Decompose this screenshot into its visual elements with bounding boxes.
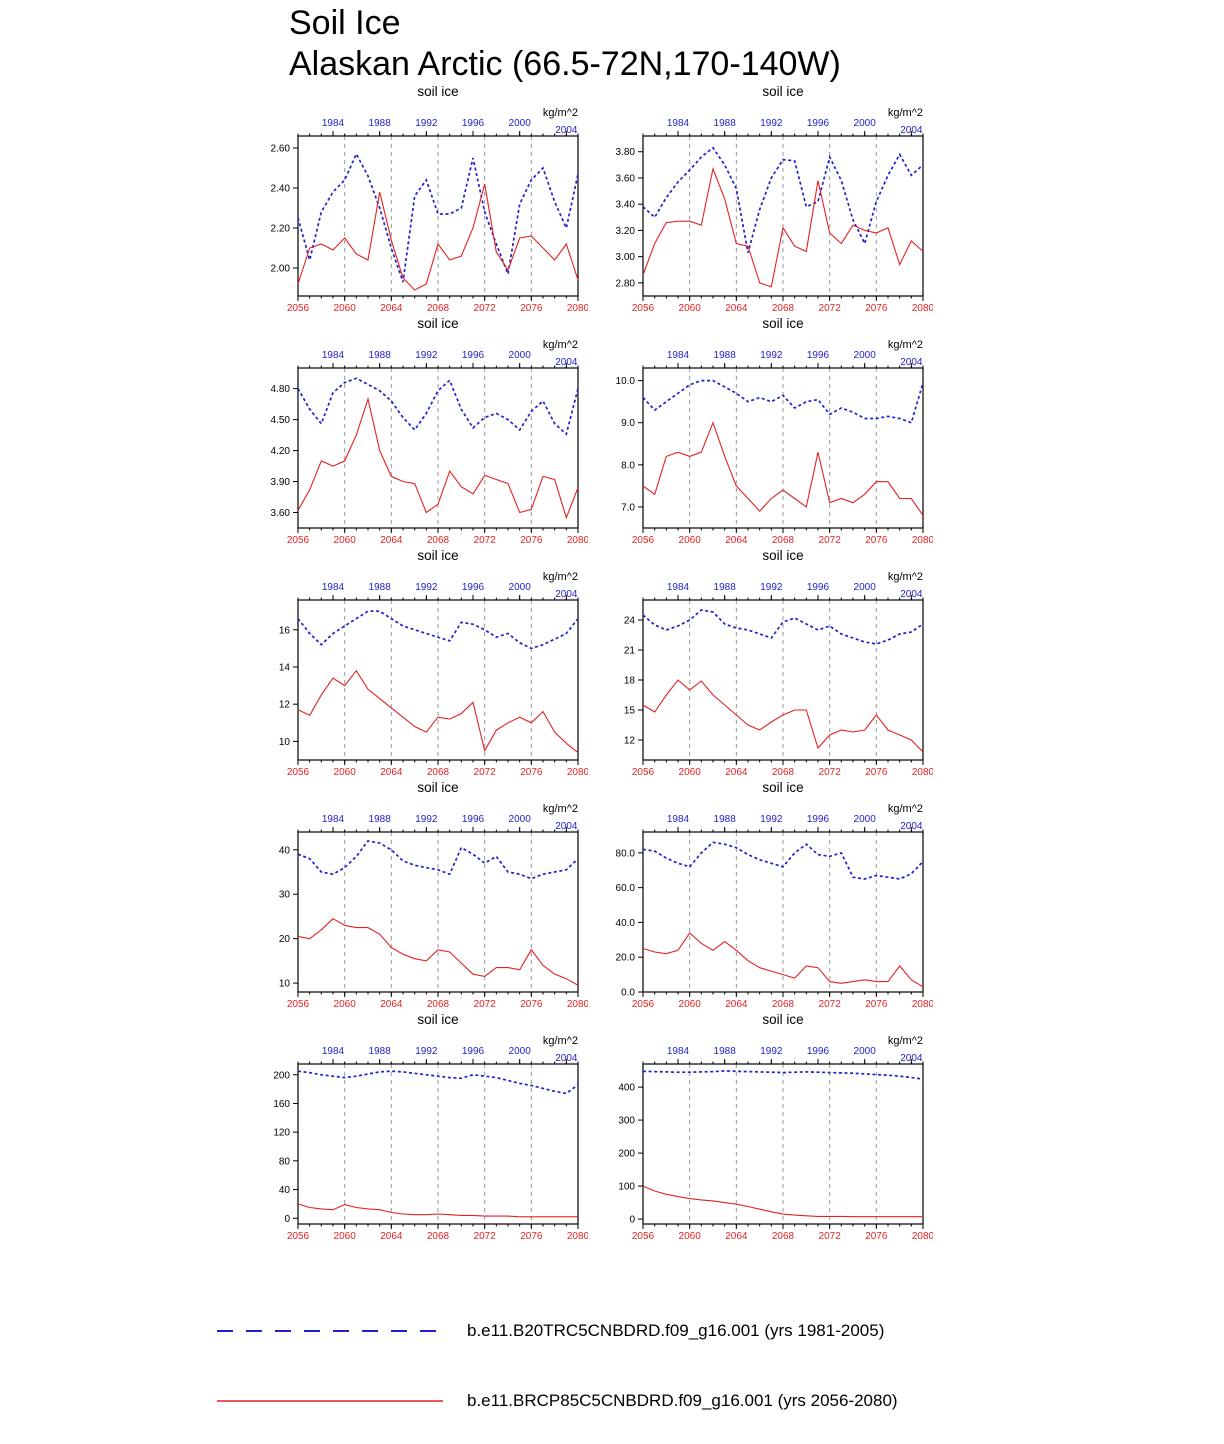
top-axis-year-label: 1988	[713, 350, 736, 361]
chart-panel-8	[588, 780, 933, 1012]
y-tick-label: 100	[618, 1181, 635, 1193]
y-tick-label: 2.40	[270, 183, 290, 195]
top-axis-year-label: 1984	[666, 118, 690, 129]
bottom-axis-year-label: 2064	[380, 303, 403, 314]
bottom-axis-year-label: 2060	[333, 767, 356, 778]
top-axis-year-label: 2000	[853, 582, 876, 593]
bottom-axis-year-label: 2056	[286, 535, 310, 546]
top-axis-year-label: 1988	[713, 814, 736, 825]
y-tick-label: 2.00	[270, 263, 290, 275]
y-tick-label: 300	[618, 1115, 635, 1127]
legend-item-historical	[215, 1318, 898, 1344]
bottom-axis-year-label: 2068	[771, 999, 795, 1010]
bottom-axis-year-label: 2068	[426, 999, 450, 1010]
unit-label: kg/m^2	[542, 571, 578, 583]
y-tick-label: 15	[623, 705, 635, 717]
y-tick-label: 80	[278, 1156, 290, 1168]
top-axis-year-label: 1992	[415, 814, 438, 825]
bottom-axis-year-label: 2072	[473, 767, 496, 778]
y-tick-label: 20	[278, 934, 290, 946]
panel-title: soil ice	[417, 316, 459, 331]
top-axis-year-label: 2004	[555, 1053, 578, 1064]
top-axis-year-label: 1996	[461, 814, 485, 825]
y-tick-label: 160	[273, 1098, 290, 1110]
legend-label-rcp85: b.e11.BRCP85C5CNBDRD.f09_g16.001 (yrs 2056-2080)	[467, 1391, 898, 1410]
bottom-axis-year-label: 2080	[566, 999, 588, 1010]
chart-svg	[588, 1012, 933, 1244]
y-tick-label: 2.80	[615, 278, 635, 290]
top-axis-year-label: 1984	[321, 582, 345, 593]
top-axis-year-label: 1988	[368, 350, 391, 361]
bottom-axis-year-label: 2060	[678, 1231, 701, 1242]
bottom-axis-year-label: 2076	[865, 303, 888, 314]
bottom-axis-year-label: 2056	[631, 303, 655, 314]
chart-panel-5	[243, 548, 588, 780]
top-axis-year-label: 2004	[555, 125, 578, 136]
y-tick-label: 18	[623, 675, 635, 687]
top-axis-year-label: 1984	[321, 814, 345, 825]
panel-title: soil ice	[417, 780, 459, 795]
top-axis-year-label: 1992	[415, 582, 438, 593]
chart-svg	[243, 780, 588, 1012]
y-tick-label: 40	[278, 1185, 290, 1197]
top-axis-year-label: 1996	[806, 118, 830, 129]
top-axis-year-label: 1996	[461, 582, 485, 593]
bottom-axis-year-label: 2076	[520, 535, 543, 546]
y-tick-label: 21	[623, 645, 635, 657]
chart-svg	[588, 548, 933, 780]
legend-item-rcp85	[215, 1388, 898, 1414]
y-tick-label: 4.50	[270, 415, 290, 427]
chart-panel-1	[243, 84, 588, 316]
top-axis-year-label: 1988	[368, 582, 391, 593]
bottom-axis-year-label: 2080	[911, 535, 933, 546]
y-tick-label: 8.0	[621, 460, 635, 472]
y-tick-label: 80.0	[615, 848, 635, 860]
bottom-axis-year-label: 2068	[771, 1231, 795, 1242]
top-axis-year-label: 1992	[760, 350, 783, 361]
top-axis-year-label: 2000	[853, 1046, 876, 1057]
top-axis-year-label: 2000	[853, 118, 876, 129]
legend-label-historical: b.e11.B20TRC5CNBDRD.f09_g16.001 (yrs 1981-2005)	[467, 1321, 885, 1340]
bottom-axis-year-label: 2056	[631, 767, 655, 778]
bottom-axis-year-label: 2064	[725, 535, 748, 546]
top-axis-year-label: 2004	[900, 357, 923, 368]
bottom-axis-year-label: 2072	[818, 535, 841, 546]
y-tick-label: 0.0	[621, 987, 635, 999]
bottom-axis-year-label: 2068	[426, 1231, 450, 1242]
bottom-axis-year-label: 2072	[818, 303, 841, 314]
panel-title: soil ice	[417, 548, 459, 563]
panel-title: soil ice	[762, 84, 804, 99]
unit-label: kg/m^2	[542, 803, 578, 815]
top-axis-year-label: 1996	[461, 118, 485, 129]
bottom-axis-year-label: 2064	[380, 767, 403, 778]
bottom-axis-year-label: 2056	[286, 999, 310, 1010]
unit-label: kg/m^2	[887, 803, 923, 815]
top-axis-year-label: 1988	[368, 814, 391, 825]
y-tick-label: 40.0	[615, 917, 635, 929]
bottom-axis-year-label: 2060	[333, 535, 356, 546]
main-title-line2: Alaskan Arctic (66.5-72N,170-140W)	[289, 45, 841, 83]
y-tick-label: 40	[278, 845, 290, 857]
bottom-axis-year-label: 2072	[473, 535, 496, 546]
top-axis-year-label: 2000	[508, 814, 531, 825]
top-axis-year-label: 2004	[900, 125, 923, 136]
legend-line-dashed-icon	[215, 1325, 445, 1337]
chart-panel-10	[588, 1012, 933, 1244]
y-tick-label: 12	[278, 699, 290, 711]
y-tick-label: 24	[623, 615, 635, 627]
top-axis-year-label: 1988	[713, 582, 736, 593]
bottom-axis-year-label: 2056	[286, 303, 310, 314]
bottom-axis-year-label: 2072	[818, 767, 841, 778]
bottom-axis-year-label: 2080	[911, 303, 933, 314]
top-axis-year-label: 2004	[555, 589, 578, 600]
charts-grid	[243, 84, 933, 1244]
y-tick-label: 12	[623, 735, 635, 747]
y-tick-label: 3.60	[270, 508, 290, 520]
y-tick-label: 20.0	[615, 952, 635, 964]
y-tick-label: 60.0	[615, 883, 635, 895]
bottom-axis-year-label: 2080	[911, 1231, 933, 1242]
bottom-axis-year-label: 2072	[473, 1231, 496, 1242]
y-tick-label: 120	[273, 1127, 290, 1139]
chart-svg	[588, 780, 933, 1012]
top-axis-year-label: 1984	[321, 118, 345, 129]
bottom-axis-year-label: 2056	[631, 535, 655, 546]
top-axis-year-label: 2004	[555, 821, 578, 832]
y-tick-label: 3.60	[615, 173, 635, 185]
top-axis-year-label: 1996	[806, 350, 830, 361]
y-tick-label: 200	[273, 1070, 290, 1082]
unit-label: kg/m^2	[542, 339, 578, 351]
top-axis-year-label: 1984	[666, 1046, 690, 1057]
bottom-axis-year-label: 2080	[566, 767, 588, 778]
bottom-axis-year-label: 2080	[566, 1231, 588, 1242]
top-axis-year-label: 1992	[760, 118, 783, 129]
bottom-axis-year-label: 2068	[771, 535, 795, 546]
unit-label: kg/m^2	[542, 1035, 578, 1047]
y-tick-label: 2.60	[270, 143, 290, 155]
bottom-axis-year-label: 2064	[380, 535, 403, 546]
top-axis-year-label: 1984	[666, 814, 690, 825]
chart-panel-9	[243, 1012, 588, 1244]
unit-label: kg/m^2	[887, 339, 923, 351]
main-title	[289, 2, 841, 84]
bottom-axis-year-label: 2072	[818, 999, 841, 1010]
top-axis-year-label: 1996	[461, 350, 485, 361]
y-tick-label: 4.20	[270, 446, 290, 458]
top-axis-year-label: 1992	[760, 1046, 783, 1057]
bottom-axis-year-label: 2076	[520, 767, 543, 778]
y-tick-label: 4.80	[270, 384, 290, 396]
bottom-axis-year-label: 2064	[380, 1231, 403, 1242]
top-axis-year-label: 2000	[853, 814, 876, 825]
chart-panel-4	[588, 316, 933, 548]
top-axis-year-label: 2004	[900, 589, 923, 600]
bottom-axis-year-label: 2076	[865, 767, 888, 778]
bottom-axis-year-label: 2064	[380, 999, 403, 1010]
top-axis-year-label: 2004	[900, 821, 923, 832]
bottom-axis-year-label: 2060	[678, 767, 701, 778]
bottom-axis-year-label: 2060	[678, 535, 701, 546]
y-tick-label: 0	[629, 1214, 635, 1226]
unit-label: kg/m^2	[887, 1035, 923, 1047]
top-axis-year-label: 1988	[713, 118, 736, 129]
bottom-axis-year-label: 2076	[865, 1231, 888, 1242]
top-axis-year-label: 1988	[713, 1046, 736, 1057]
bottom-axis-year-label: 2056	[286, 1231, 310, 1242]
unit-label: kg/m^2	[887, 571, 923, 583]
y-tick-label: 10	[278, 978, 290, 990]
top-axis-year-label: 2000	[508, 1046, 531, 1057]
y-tick-label: 400	[618, 1082, 635, 1094]
y-tick-label: 16	[278, 625, 290, 637]
bottom-axis-year-label: 2068	[771, 767, 795, 778]
top-axis-year-label: 1992	[760, 814, 783, 825]
bottom-axis-year-label: 2068	[771, 303, 795, 314]
bottom-axis-year-label: 2060	[333, 303, 356, 314]
top-axis-year-label: 1996	[806, 1046, 830, 1057]
top-axis-year-label: 1988	[368, 1046, 391, 1057]
chart-panel-6	[588, 548, 933, 780]
panel-title: soil ice	[762, 548, 804, 563]
panel-title: soil ice	[762, 1012, 804, 1027]
top-axis-year-label: 1996	[461, 1046, 485, 1057]
bottom-axis-year-label: 2068	[426, 767, 450, 778]
top-axis-year-label: 2004	[555, 357, 578, 368]
top-axis-year-label: 1996	[806, 582, 830, 593]
y-tick-label: 3.00	[615, 252, 635, 264]
chart-svg	[243, 316, 588, 548]
panel-title: soil ice	[417, 1012, 459, 1027]
bottom-axis-year-label: 2056	[286, 767, 310, 778]
top-axis-year-label: 1996	[806, 814, 830, 825]
bottom-axis-year-label: 2064	[725, 1231, 748, 1242]
bottom-axis-year-label: 2060	[678, 303, 701, 314]
bottom-axis-year-label: 2076	[520, 999, 543, 1010]
bottom-axis-year-label: 2072	[473, 303, 496, 314]
bottom-axis-year-label: 2064	[725, 767, 748, 778]
top-axis-year-label: 2000	[853, 350, 876, 361]
y-tick-label: 3.40	[615, 199, 635, 211]
bottom-axis-year-label: 2064	[725, 303, 748, 314]
bottom-axis-year-label: 2056	[631, 999, 655, 1010]
y-tick-label: 3.90	[270, 477, 290, 489]
bottom-axis-year-label: 2080	[566, 535, 588, 546]
chart-svg	[243, 548, 588, 780]
y-tick-label: 14	[278, 662, 290, 674]
chart-svg	[588, 316, 933, 548]
series-line-rcp85	[643, 423, 923, 516]
bottom-axis-year-label: 2064	[725, 999, 748, 1010]
panel-title: soil ice	[762, 316, 804, 331]
top-axis-year-label: 1992	[415, 118, 438, 129]
bottom-axis-year-label: 2068	[426, 535, 450, 546]
top-axis-year-label: 2004	[900, 1053, 923, 1064]
y-tick-label: 7.0	[621, 502, 635, 514]
main-title-line1: Soil Ice	[289, 4, 401, 42]
bottom-axis-year-label: 2072	[818, 1231, 841, 1242]
panel-title: soil ice	[417, 84, 459, 99]
chart-svg	[243, 84, 588, 316]
y-tick-label: 200	[618, 1148, 635, 1160]
bottom-axis-year-label: 2060	[678, 999, 701, 1010]
chart-svg	[243, 1012, 588, 1244]
top-axis-year-label: 1988	[368, 118, 391, 129]
bottom-axis-year-label: 2068	[426, 303, 450, 314]
chart-svg	[588, 84, 933, 316]
bottom-axis-year-label: 2080	[566, 303, 588, 314]
bottom-axis-year-label: 2076	[865, 535, 888, 546]
unit-label: kg/m^2	[542, 107, 578, 119]
y-tick-label: 30	[278, 889, 290, 901]
top-axis-year-label: 1992	[415, 350, 438, 361]
top-axis-year-label: 1992	[760, 582, 783, 593]
unit-label: kg/m^2	[887, 107, 923, 119]
y-tick-label: 0	[284, 1213, 290, 1225]
chart-panel-2	[588, 84, 933, 316]
bottom-axis-year-label: 2080	[911, 999, 933, 1010]
legend	[215, 1318, 898, 1444]
bottom-axis-year-label: 2080	[911, 767, 933, 778]
top-axis-year-label: 2000	[508, 582, 531, 593]
y-tick-label: 3.20	[615, 225, 635, 237]
bottom-axis-year-label: 2076	[520, 303, 543, 314]
top-axis-year-label: 1984	[321, 350, 345, 361]
y-tick-label: 2.20	[270, 223, 290, 235]
panel-title: soil ice	[762, 780, 804, 795]
bottom-axis-year-label: 2072	[473, 999, 496, 1010]
legend-line-solid-icon	[215, 1395, 445, 1407]
top-axis-year-label: 2000	[508, 350, 531, 361]
y-tick-label: 10	[278, 736, 290, 748]
bottom-axis-year-label: 2076	[865, 999, 888, 1010]
top-axis-year-label: 1992	[415, 1046, 438, 1057]
top-axis-year-label: 1984	[666, 582, 690, 593]
chart-panel-7	[243, 780, 588, 1012]
chart-panel-3	[243, 316, 588, 548]
y-tick-label: 9.0	[621, 418, 635, 430]
bottom-axis-year-label: 2060	[333, 1231, 356, 1242]
y-tick-label: 3.80	[615, 147, 635, 159]
bottom-axis-year-label: 2076	[520, 1231, 543, 1242]
y-tick-label: 10.0	[615, 376, 635, 388]
bottom-axis-year-label: 2056	[631, 1231, 655, 1242]
top-axis-year-label: 2000	[508, 118, 531, 129]
top-axis-year-label: 1984	[321, 1046, 345, 1057]
bottom-axis-year-label: 2060	[333, 999, 356, 1010]
top-axis-year-label: 1984	[666, 350, 690, 361]
